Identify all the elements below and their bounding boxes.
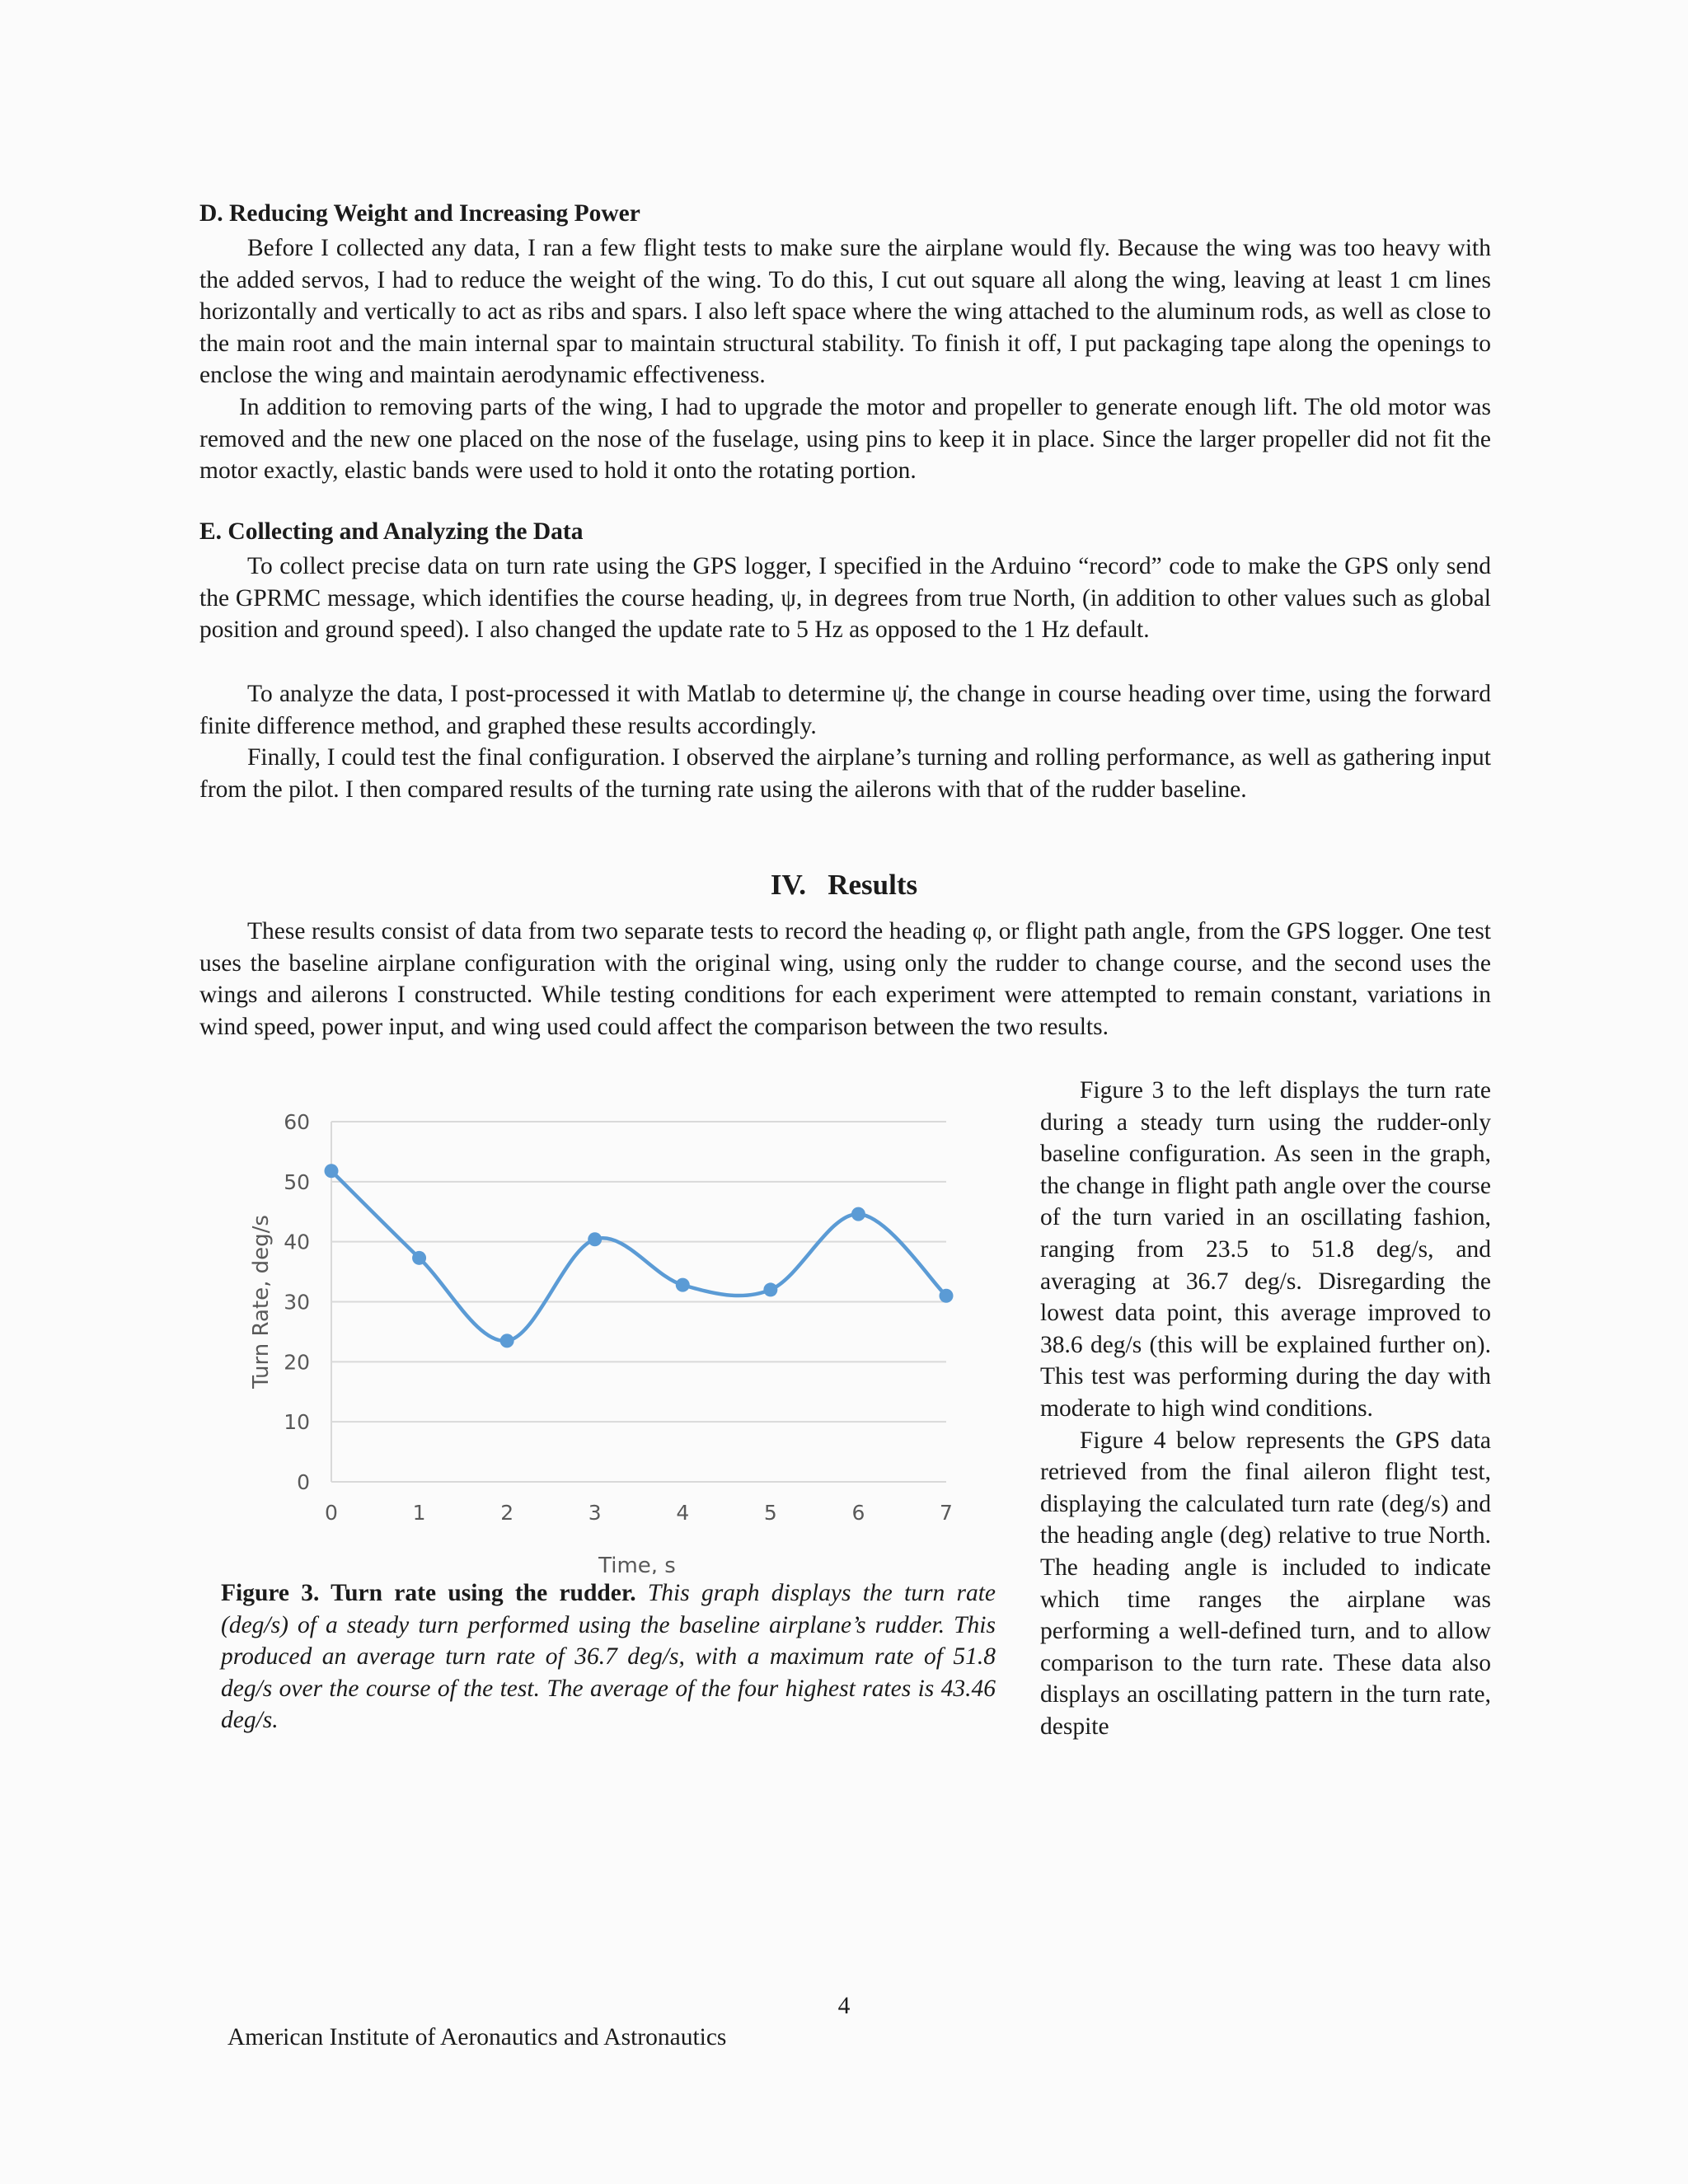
data-point — [676, 1278, 690, 1292]
data-point — [588, 1232, 602, 1246]
x-tick-label: 1 — [412, 1501, 426, 1525]
y-tick-label: 40 — [284, 1230, 310, 1254]
x-tick-label: 2 — [500, 1501, 514, 1525]
x-axis-title: Time, s — [598, 1554, 676, 1574]
x-tick-label: 3 — [588, 1501, 602, 1525]
x-tick-label: 5 — [763, 1501, 777, 1525]
figure-3-label: Figure 3. Turn rate using the rudder. — [221, 1580, 636, 1606]
right-column — [1040, 1075, 1491, 1742]
y-tick-label: 20 — [284, 1350, 310, 1375]
section-e-paragraph-1: To collect precise data on turn rate using the GPS logger, I specified in the Arduino “record” code to make the GPS only send the GPRMC message, which identifies the course heading, ψ, in degrees from true North, (in addition to other values such as global position and ground speed). I also changed the update rate to 5 Hz as opposed to the 1 Hz default. — [199, 553, 1491, 644]
data-point — [412, 1251, 426, 1265]
section-d-heading: D. Reducing Weight and Increasing Power — [199, 200, 640, 227]
figure-3-text: This graph displays the turn rate (deg/s) of a steady turn performed using the baseline airplane’s rudder. This produced an average turn rate of 36.7 deg/s, with a maximum rate of 51.8 deg/s over the course of the test. The average of the four highest rates is 43.46 deg/s. — [221, 1580, 996, 1734]
data-point — [325, 1164, 339, 1178]
data-point — [940, 1289, 954, 1303]
results-paragraph-1: These results consist of data from two separate tests to record the heading φ, or flight path angle, from the GPS logger. One test uses the baseline airplane configuration with the original wing, using only the rudder to change course, and the second uses the wings and ailerons I constructed. While testing conditions for each experiment were attempted to remain constant, variations in wind speed, power input, and wing used could affect the comparison between the two results. — [199, 918, 1491, 1040]
x-tick-label: 7 — [940, 1501, 953, 1525]
turn-rate-chart — [231, 1104, 973, 1574]
data-point — [763, 1282, 777, 1296]
y-tick-label: 0 — [297, 1470, 310, 1494]
x-tick-label: 6 — [851, 1501, 865, 1525]
y-tick-label: 50 — [284, 1169, 310, 1194]
section-e-paragraph-3: Finally, I could test the final configuration. I observed the airplane’s turning and rolling performance, as well as gathering input from the pilot. I then compared results of the turning rate using the ailerons with that of the rudder baseline. — [199, 744, 1491, 803]
right-column-paragraph-2: Figure 4 below represents the GPS data retrieved from the final aileron flight test, displaying the calculated turn rate (deg/s) and the heading angle (deg) relative to true North. The heading angle is included to indicate which time ranges the airplane was performing a well-defined turn, and to allow comparison to the turn rate. These data also displays an oscillating pattern in the turn rate, despite — [1040, 1427, 1491, 1740]
y-tick-label: 30 — [284, 1290, 310, 1315]
footer: American Institute of Aeronautics and Astronautics — [227, 2024, 727, 2050]
x-tick-label: 0 — [325, 1501, 338, 1525]
section-e-paragraph-2: To analyze the data, I post-processed it with Matlab to determine ψ̇, the change in course heading over time, using the forward finite difference method, and graphed these results accordingly. — [199, 681, 1491, 739]
data-point — [500, 1333, 514, 1347]
section-d-paragraph-1: Before I collected any data, I ran a few flight tests to make sure the airplane would fly. Because the wing was too heavy with the added servos, I had to reduce the weight of the wing. To do this, I cut out square all along the wing, leaving at least 1 cm lines horizontally and vertically to act as ribs and spars. I also left space where the wing attached to the aluminum rods, as well as close to the main root and the main internal spar to maintain structural stability. To finish it off, I put packaging tape along the openings to enclose the wing and maintain aerodynamic effectiveness. — [199, 235, 1491, 389]
section-e-heading: E. Collecting and Analyzing the Data — [199, 518, 584, 545]
y-tick-label: 60 — [284, 1110, 310, 1134]
x-tick-label: 4 — [676, 1501, 690, 1525]
right-column-paragraph-1: Figure 3 to the left displays the turn rate during a steady turn using the rudder-only baseline configuration. As seen in the graph, the change in flight path angle over the course of the turn varied in an oscillating fashion, ranging from 23.5 to 51.8 deg/s, and averaging at 36.7 deg/s. Disregarding the lowest data point, this average improved to 38.6 deg/s (this will be explained further on). This test was performing during the day with moderate to high wind conditions. — [1040, 1077, 1491, 1422]
section-d-paragraph-2: In addition to removing parts of the wing, I had to upgrade the motor and propeller to generate enough lift. The old motor was removed and the new one placed on the nose of the fuselage, using pins to keep it in place. Since the larger propeller did not fit the motor exactly, elastic bands were used to hold it onto the rotating portion. — [199, 394, 1491, 485]
data-point — [851, 1207, 865, 1221]
y-tick-label: 10 — [284, 1410, 310, 1435]
page-number: 4 — [837, 1993, 851, 2019]
y-axis-title: Turn Rate, deg/s — [249, 1215, 274, 1389]
results-heading: IV. Results — [770, 869, 918, 901]
figure-3-caption — [221, 1577, 996, 1736]
